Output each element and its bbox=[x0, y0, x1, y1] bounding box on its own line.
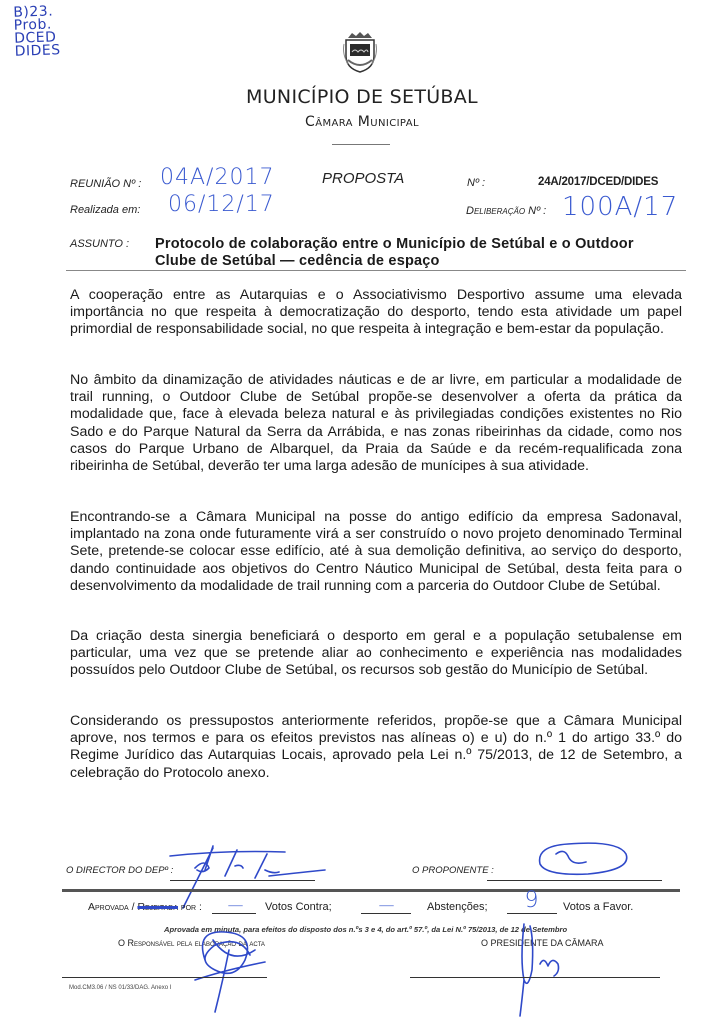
proponent-signature-line bbox=[487, 880, 662, 881]
number-label: Nº : bbox=[467, 177, 486, 189]
votes-favor-value: 9 bbox=[524, 888, 540, 913]
chamber-name: Câmara Municipal bbox=[305, 114, 419, 130]
votes-favor-label: Votos a Favor. bbox=[563, 901, 634, 913]
body-paragraph: Da criação desta sinergia beneficiará o desporto em geral e a população setubalense em particular, uma vez que se pretende aliar ao conhecimento e experiência nas modalidades possuídos pelo Outdoor Clube de Setúbal, os recursos sob gestão do Município de Setúbal. bbox=[70, 628, 682, 679]
subject-divider bbox=[66, 270, 686, 271]
margin-note bbox=[13, 5, 61, 59]
president-signature bbox=[510, 920, 580, 1020]
director-label: O DIRECTOR DO DEPº : bbox=[66, 865, 174, 876]
approval-note: Aprovada em minuta, para efeitos do disposto dos n.ºs 3 e 4, do art.º 57.º, da Lei N.º 75/2013, de 12 de Setembro bbox=[164, 925, 568, 934]
rejected-label: Rejeitada bbox=[137, 901, 178, 913]
subject-text: Protocolo de colaboração entre o Município de Setúbal e o Outdoor Clube de Setúbal — cedência de espaço bbox=[155, 236, 634, 269]
margin-note-line: Prob. bbox=[13, 16, 53, 34]
proponent-label: O PROPONENTE : bbox=[412, 865, 494, 876]
margin-note-line: DIDES bbox=[14, 42, 61, 60]
margin-note-line: DCED bbox=[13, 29, 57, 47]
body-paragraph: Considerando os pressupostos anteriormente referidos, propõe-se que a Câmara Municipal aprove, nos termos e para os efeitos previstos nas alíneas o) e u) do n.º 1 do artigo 33.º do Regime Jurídico das Autarquias Locais, aprovado pela Lei n.º 75/2013, de 12 de Setembro, a celebração do Protocolo anexo. bbox=[70, 713, 682, 781]
proponent-signature bbox=[528, 840, 638, 880]
president-label: O PRESIDENTE DA CÂMARA bbox=[481, 938, 604, 948]
deliberation-number: 100A/17 bbox=[562, 192, 679, 222]
body-paragraph: No âmbito da dinamização de atividades náuticas e de ar livre, em particular a modalidade de trail running, o Outdoor Clube de Setúbal propõe-se desenvolver a oferta da prática da modalidade que, face à elevada beleza natural e às privilegiadas condições existentes no Rio Sado e do Parque Natural da Serra da Arrábida, e nas zonas ribeirinhas da cidade, como nos casos do Parque Urbano de Albarquel, da Praia da Saúde e da recém-requalificada zona ribeirinha de Setúbal, deverão ter uma larga adesão de munícipes à sua atividade. bbox=[70, 372, 682, 475]
minutes-responsible-label: O Responsável pela elaboração da acta bbox=[118, 938, 265, 948]
vote-divider-top bbox=[62, 889, 680, 892]
meeting-number: 04A/2017 bbox=[160, 165, 275, 190]
approval-status bbox=[88, 901, 202, 913]
body-paragraph: Encontrando-se a Câmara Municipal na posse do antigo edifício da empresa Sadonaval, implantado na zona onde futuramente virá a ser construído o novo projeto denominado Terminal Sete, pretende-se colocar esse edifício, até à sua demolição definitiva, ao serviço do desporto, dando continuidade aos objetivos do Centro Náutico Municipal de Setúbal, desta feita para o desenvolvimento da modalidade de trail running com a parceria do Outdoor Clube de Setúbal. bbox=[70, 509, 682, 594]
held-date: 06/12/17 bbox=[168, 192, 275, 217]
municipality-name: MUNICÍPIO DE SETÚBAL bbox=[246, 86, 478, 108]
votes-against-label: Votos Contra; bbox=[265, 901, 332, 913]
meeting-label: REUNIÃO Nº : bbox=[70, 178, 142, 190]
abstentions-label: Abstenções; bbox=[427, 901, 488, 913]
votes-against-value: — bbox=[227, 895, 245, 914]
minutes-signature-line bbox=[62, 977, 267, 978]
abstentions-value: — bbox=[378, 895, 396, 914]
proposal-number: 24A/2017/DCED/DIDES bbox=[538, 176, 659, 188]
subject-label: ASSUNTO : bbox=[70, 238, 130, 250]
footer-reference: Mod.CM3.06 / NS 01/33/DAG. Anexo I bbox=[69, 985, 172, 991]
by-label: por : bbox=[177, 901, 202, 913]
deliberation-label: Deliberação Nº : bbox=[466, 205, 547, 217]
votes-favor-line bbox=[507, 913, 557, 914]
president-signature-line bbox=[410, 977, 660, 978]
coat-of-arms-icon bbox=[340, 30, 380, 74]
approved-label: Aprovada / bbox=[88, 901, 138, 913]
minutes-responsible-signature bbox=[185, 920, 275, 1015]
header-divider bbox=[332, 144, 390, 145]
margin-note-line: B)23. bbox=[13, 3, 54, 21]
document-type: PROPOSTA bbox=[322, 170, 405, 187]
body-paragraph: A cooperação entre as Autarquias e o Associativismo Desportivo assume uma elevada importância no que respeita à democratização do desporto, tendo esta atividade um papel primordial de responsabilidade social, no que respeita à integração e bem-estar da população. bbox=[70, 287, 682, 338]
held-label: Realizada em: bbox=[70, 204, 141, 216]
